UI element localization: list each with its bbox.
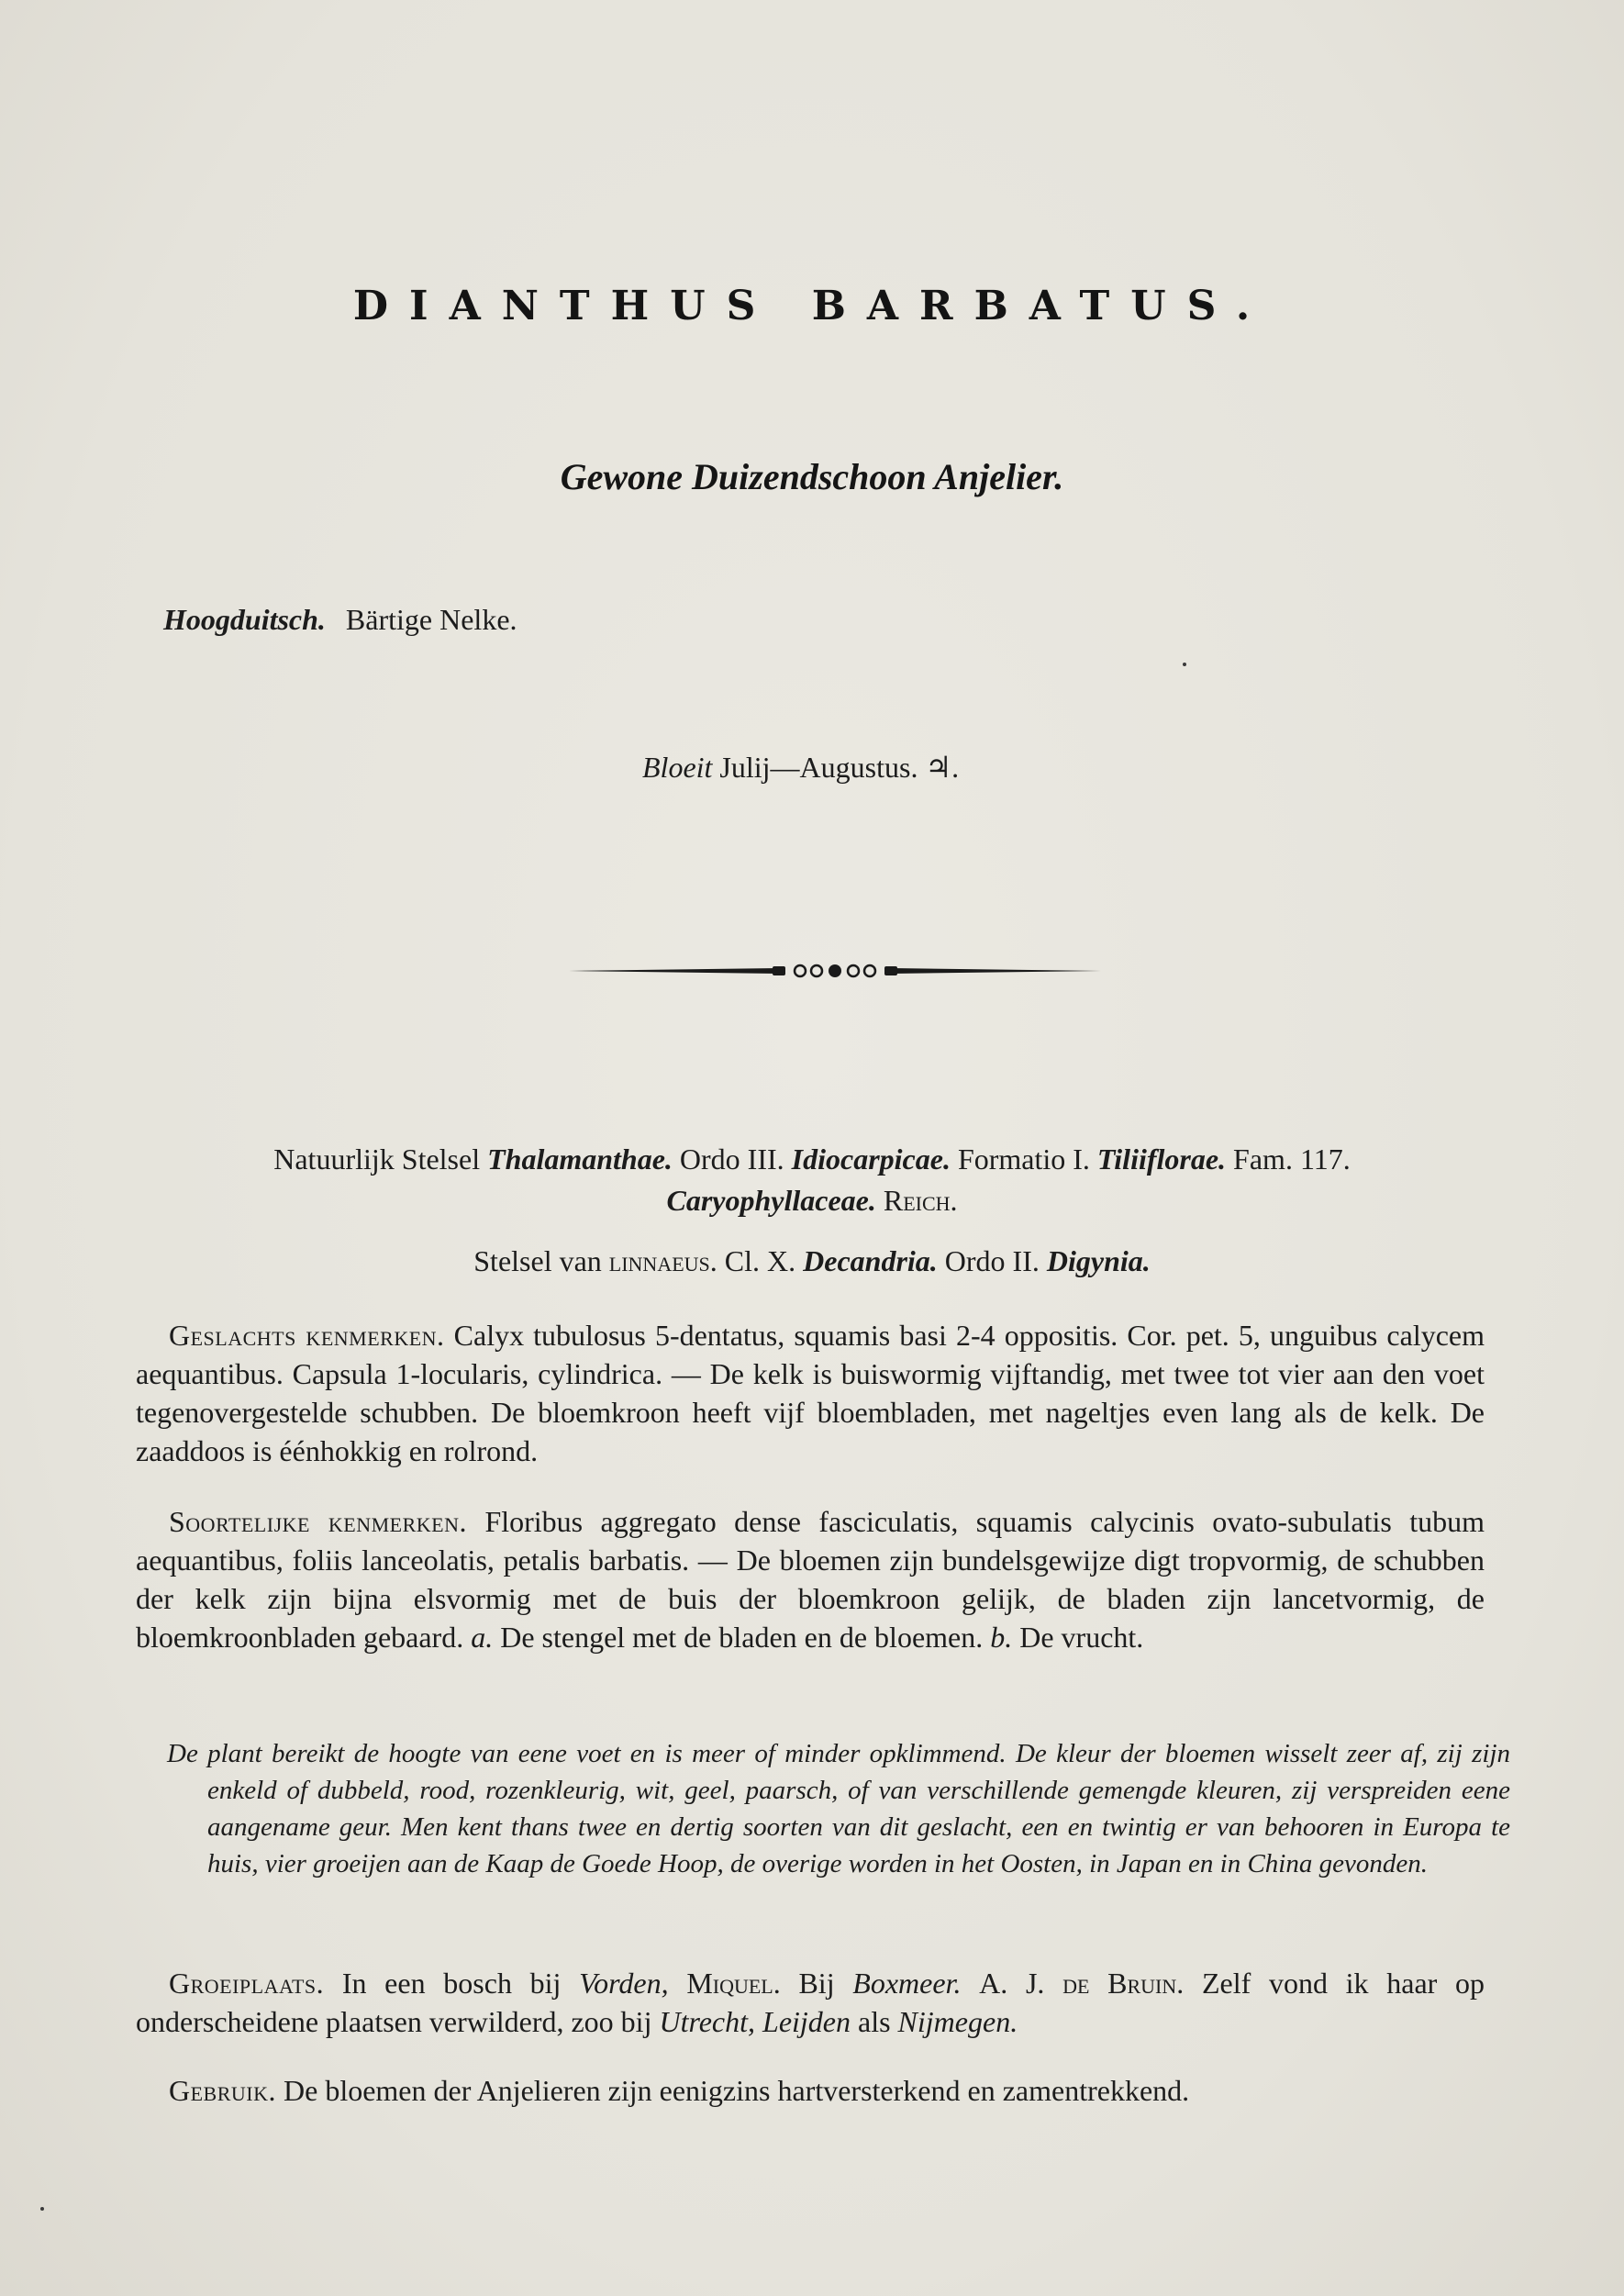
ordo-label: Ordo III. [679, 1142, 784, 1176]
genus-text: Calyx tubulosus 5-dentatus, squamis basi 2-4 oppositis. Cor. pet. 5, unguibus calycem aequantibus. Capsula 1-locularis, cylindrica. — De kelk is buiswormig vijftandig, met twee tot vier aan den voet tegenovergestelde schubben. De bloemkroon heeft vijf bloembladen, met nageltjes even lang als de kelk. De zaaddoos is éénhokkig en rolrond. [136, 1319, 1485, 1467]
linnaeus-class-name: Decandria. [803, 1244, 938, 1277]
habitat-paragraph [136, 1964, 1485, 2041]
paper-speck [1183, 663, 1186, 666]
species-text: Floribus aggregato dense fasciculatis, squamis calycinis ovato-subulatis tubum aequantibus, foliis lanceolatis, petalis barbatis. — De bloemen zijn bundelsgewijze digt tropvormig, de schubben der kelk zijn bijna elsvormig met de buis der bloemkroon gelijk, de bladen zijn lancetvormig, de bloemkroonbladen gebaard. [136, 1505, 1485, 1654]
german-name-line [163, 603, 517, 637]
page-title: DIANTHUS BARBATUS. [352, 283, 1272, 329]
linnaeus-label: Stelsel van [473, 1244, 602, 1277]
german-language-label: Hoogduitsch. [163, 603, 326, 636]
paper-speck [40, 2207, 44, 2211]
figure-ref-a: a. [471, 1621, 494, 1654]
habitat-text-3: Zelf vond ik haar op onderscheidene plaatsen verwilderd, zoo bij [136, 1967, 1485, 2038]
species-characters-paragraph [136, 1502, 1485, 1656]
family-name: Caryophyllaceae. [666, 1184, 876, 1217]
use-paragraph [136, 2071, 1485, 2110]
place-boxmeer: Boxmeer. [852, 1967, 962, 2000]
collector-bruin: A. J. de Bruin. [979, 1967, 1185, 2000]
ordo-name: Idiocarpicae. [791, 1142, 951, 1176]
place-vorden: Vorden, [579, 1967, 669, 2000]
figure-ref-b: b. [990, 1621, 1013, 1654]
bloom-label: Bloeit [642, 751, 713, 784]
linnaeus-name: linnaeus. [608, 1244, 717, 1277]
description-note: De plant bereikt de hoogte van eene voet en is meer of minder opklimmend. De kleur der bloemen wisselt zeer af, zij zijn enkeld of dubbeld, rood, rozenkleurig, wit, geel, paarsch, of van verschillende gemengde kleuren, zij verspreiden eene aangename geur. Men kent thans twee en dertig soorten van dit geslacht, een en twintig er van behooren in Europa te huis, vier groeijen aan de Kaap de Goede Hoop, de overige worden in het Oosten, in Japan en in China gevonden. [167, 1739, 1510, 1878]
habitat-text-1: In een bosch bij [341, 1967, 562, 2000]
linnaeus-ordo: Ordo II. [944, 1244, 1040, 1277]
natural-system-line [138, 1141, 1486, 1177]
linnaeus-class: Cl. X. [724, 1244, 796, 1277]
linnaeus-ordo-name: Digynia. [1046, 1244, 1151, 1277]
place-nijmegen: Nijmegen. [897, 2005, 1018, 2038]
use-text: De bloemen der Anjelieren zijn eenigzins hartversterkend en zamentrekkend. [284, 2074, 1190, 2107]
system-label: Natuurlijk Stelsel [273, 1142, 481, 1176]
figure-b-caption: De vrucht. [1019, 1621, 1144, 1654]
dutch-common-name: Gewone Duizendschoon Anjelier. [560, 456, 1064, 497]
german-common-name: Bärtige Nelke. [345, 603, 517, 636]
flowering-period [642, 750, 959, 785]
linnaeus-system-line [138, 1243, 1486, 1279]
formatio-label: Formatio I. [957, 1142, 1090, 1176]
genus-characters-paragraph [136, 1316, 1485, 1470]
family-author: Reich. [883, 1184, 958, 1217]
ornamental-divider [569, 953, 1101, 989]
family-number: Fam. 117. [1233, 1142, 1351, 1176]
class-name: Thalamanthae. [487, 1142, 673, 1176]
figure-a-caption: De stengel met de bladen en de bloemen. [500, 1621, 984, 1654]
place-utrecht: Utrecht, [659, 2005, 756, 2038]
family-line [138, 1182, 1486, 1219]
habitat-text-4: als [858, 2005, 891, 2038]
formatio-name: Tiliiflorae. [1096, 1142, 1227, 1176]
habitat-text-2: Bij [798, 1967, 835, 2000]
genus-heading: Geslachts kenmerken. [169, 1319, 445, 1352]
use-heading: Gebruik. [169, 2074, 276, 2107]
bloom-months: Julij—Augustus. [719, 751, 918, 784]
place-leijden: Leijden [762, 2005, 851, 2038]
perennial-symbol: ♃. [925, 751, 960, 784]
species-heading: Soortelijke kenmerken. [169, 1505, 467, 1538]
collector-miquel: Miquel. [686, 1967, 781, 2000]
habitat-heading: Groeiplaats. [169, 1967, 325, 2000]
